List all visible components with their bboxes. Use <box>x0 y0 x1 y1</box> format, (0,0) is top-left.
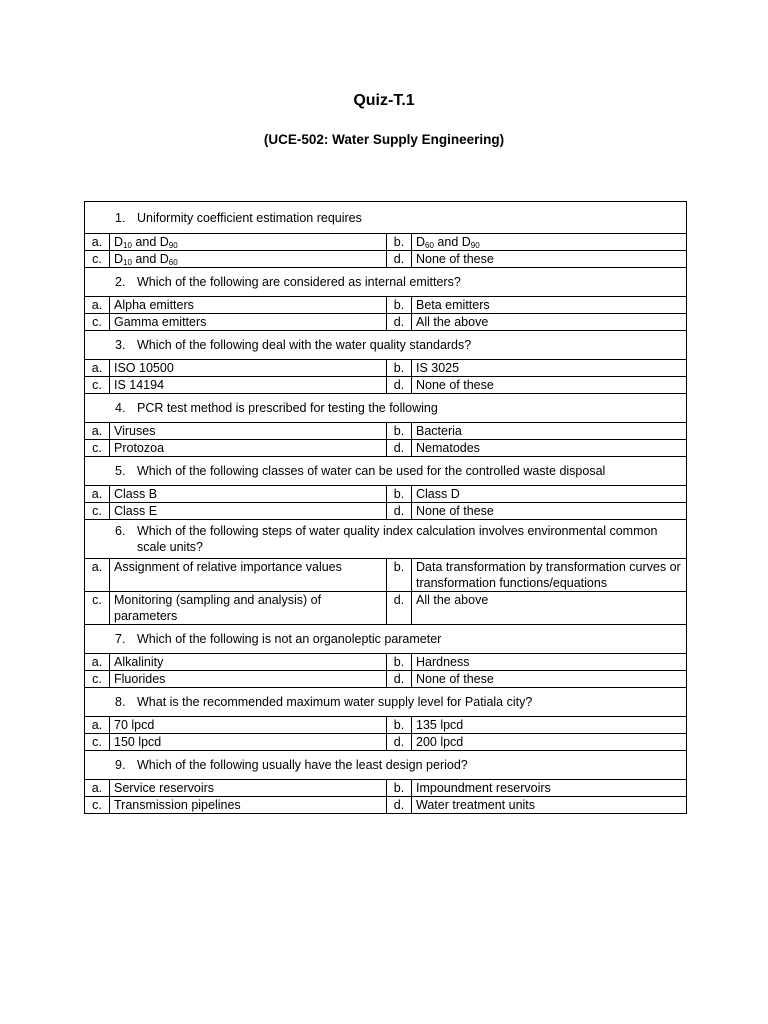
option-row <box>85 234 687 251</box>
option-label: b. <box>387 423 412 440</box>
question-1 <box>85 202 687 234</box>
option-text[interactable]: Bacteria <box>412 423 687 440</box>
option-text[interactable]: 150 lpcd <box>110 734 387 751</box>
question-row <box>85 331 687 360</box>
option-text[interactable]: None of these <box>412 251 687 268</box>
option-label: b. <box>387 717 412 734</box>
question-7 <box>85 625 687 654</box>
question-5 <box>85 457 687 486</box>
option-text[interactable]: Data transformation by transformation curves or transformation functions/equations <box>412 559 687 592</box>
question-text: Which of the following classes of water can be used for the controlled waste disposal <box>137 464 606 478</box>
question-2 <box>85 268 687 297</box>
question-4 <box>85 394 687 423</box>
option-row <box>85 654 687 671</box>
option-label: d. <box>387 251 412 268</box>
option-row <box>85 780 687 797</box>
option-row <box>85 486 687 503</box>
option-label: b. <box>387 234 412 251</box>
question-row <box>85 751 687 780</box>
option-row <box>85 734 687 751</box>
option-label: a. <box>85 780 110 797</box>
option-label: c. <box>85 671 110 688</box>
option-text[interactable]: Alkalinity <box>110 654 387 671</box>
question-number: 7. <box>115 632 126 646</box>
option-text[interactable]: 200 lpcd <box>412 734 687 751</box>
option-label: c. <box>85 251 110 268</box>
option-text[interactable]: Hardness <box>412 654 687 671</box>
option-text[interactable]: None of these <box>412 671 687 688</box>
question-9 <box>85 751 687 780</box>
option-text[interactable]: IS 3025 <box>412 360 687 377</box>
option-label: a. <box>85 717 110 734</box>
question-text: Which of the following steps of water quality index calculation involves environmental common scale units? <box>137 524 658 554</box>
option-label: d. <box>387 503 412 520</box>
option-label: b. <box>387 486 412 503</box>
course-subtitle: (UCE-502: Water Supply Engineering) <box>263 132 505 147</box>
option-text[interactable]: Alpha emitters <box>110 297 387 314</box>
quiz-title: Quiz-T.1 <box>353 92 415 109</box>
question-3 <box>85 331 687 360</box>
question-number: 4. <box>115 401 126 415</box>
option-text[interactable]: Service reservoirs <box>110 780 387 797</box>
question-row <box>85 202 687 234</box>
question-8 <box>85 688 687 717</box>
question-text: Uniformity coefficient estimation requires <box>137 210 362 225</box>
question-number: 8. <box>115 695 126 709</box>
option-text[interactable]: 70 lpcd <box>110 717 387 734</box>
option-label: a. <box>85 423 110 440</box>
option-text[interactable]: None of these <box>412 503 687 520</box>
option-text[interactable]: Nematodes <box>412 440 687 457</box>
question-row <box>85 520 687 559</box>
option-text[interactable]: 135 lpcd <box>412 717 687 734</box>
option-row <box>85 297 687 314</box>
option-text[interactable]: Gamma emitters <box>110 314 387 331</box>
question-number: 2. <box>115 275 126 289</box>
option-label: a. <box>85 486 110 503</box>
option-row <box>85 314 687 331</box>
question-text: Which of the following usually have the least design period? <box>137 758 468 772</box>
option-text[interactable]: Protozoa <box>110 440 387 457</box>
option-label: d. <box>387 797 412 814</box>
option-label: c. <box>85 503 110 520</box>
option-b-formula[interactable]: $D_{60}$ and $D_{90}$ <box>412 234 687 251</box>
option-text[interactable]: ISO 10500 <box>110 360 387 377</box>
option-row <box>85 671 687 688</box>
question-number: 6. <box>115 524 126 538</box>
question-number: 1. <box>115 210 126 225</box>
quiz-table <box>84 201 687 814</box>
question-row <box>85 268 687 297</box>
option-label: d. <box>387 671 412 688</box>
option-label: d. <box>387 734 412 751</box>
option-label: b. <box>387 654 412 671</box>
option-label: a. <box>85 654 110 671</box>
option-label: c. <box>85 592 110 625</box>
option-c-formula[interactable]: $D_{10}$ and $D_{60}$ <box>110 251 387 268</box>
option-label: c. <box>85 797 110 814</box>
option-label: b. <box>387 360 412 377</box>
option-label: d. <box>387 314 412 331</box>
option-text[interactable]: All the above <box>412 592 687 625</box>
option-text[interactable]: Class E <box>110 503 387 520</box>
question-row <box>85 625 687 654</box>
option-label: d. <box>387 592 412 625</box>
question-text: Which of the following is not an organoleptic parameter <box>137 632 442 646</box>
option-label: a. <box>85 360 110 377</box>
option-a-formula[interactable]: $D_{10}$ and $D_{90}$ <box>110 234 387 251</box>
option-label: c. <box>85 314 110 331</box>
option-row <box>85 251 687 268</box>
option-label: b. <box>387 559 412 592</box>
option-row <box>85 797 687 814</box>
option-text[interactable]: Monitoring (sampling and analysis) of parameters <box>110 592 387 625</box>
option-text[interactable]: Transmission pipelines <box>110 797 387 814</box>
option-text[interactable]: Water treatment units <box>412 797 687 814</box>
option-text[interactable]: Class D <box>412 486 687 503</box>
question-6 <box>85 520 687 559</box>
option-text[interactable]: Impoundment reservoirs <box>412 780 687 797</box>
question-row <box>85 688 687 717</box>
question-text: Which of the following are considered as internal emitters? <box>137 275 461 289</box>
option-text[interactable]: IS 14194 <box>110 377 387 394</box>
option-row <box>85 360 687 377</box>
question-text: PCR test method is prescribed for testing the following <box>137 401 438 415</box>
option-label: b. <box>387 297 412 314</box>
option-row <box>85 559 687 592</box>
option-row <box>85 440 687 457</box>
option-label: d. <box>387 440 412 457</box>
option-label: b. <box>387 780 412 797</box>
option-text[interactable]: Fluorides <box>110 671 387 688</box>
question-number: 3. <box>115 338 126 352</box>
option-text[interactable]: Viruses <box>110 423 387 440</box>
option-text[interactable]: Beta emitters <box>412 297 687 314</box>
option-row <box>85 503 687 520</box>
option-row <box>85 717 687 734</box>
option-label: d. <box>387 377 412 394</box>
option-label: a. <box>85 234 110 251</box>
question-number: 5. <box>115 464 126 478</box>
option-text[interactable]: Class B <box>110 486 387 503</box>
option-row <box>85 592 687 625</box>
option-text[interactable]: All the above <box>412 314 687 331</box>
option-text[interactable]: None of these <box>412 377 687 394</box>
option-label: c. <box>85 734 110 751</box>
option-label: a. <box>85 297 110 314</box>
question-row <box>85 394 687 423</box>
option-label: a. <box>85 559 110 592</box>
option-label: c. <box>85 440 110 457</box>
question-row <box>85 457 687 486</box>
option-label: c. <box>85 377 110 394</box>
option-row <box>85 423 687 440</box>
option-row <box>85 377 687 394</box>
question-number: 9. <box>115 758 126 772</box>
question-text: Which of the following deal with the water quality standards? <box>137 338 472 352</box>
question-text: What is the recommended maximum water supply level for Patiala city? <box>137 695 533 709</box>
option-text[interactable]: Assignment of relative importance values <box>110 559 387 592</box>
